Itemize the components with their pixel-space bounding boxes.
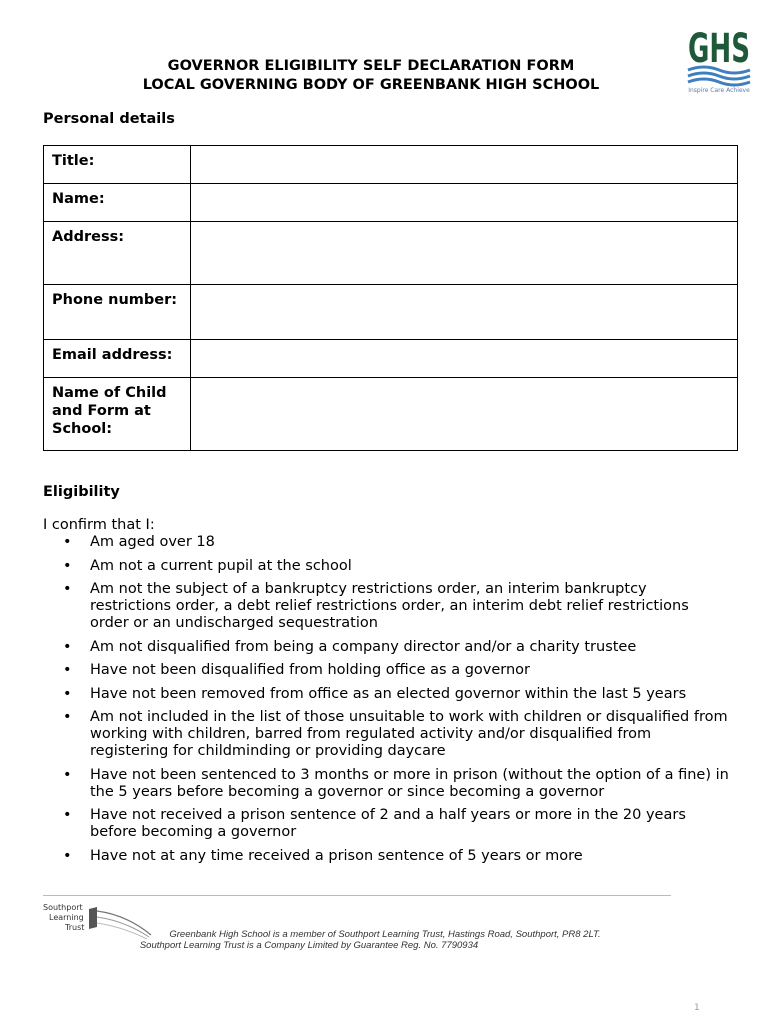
footer-line-2: Southport Learning Trust is a Company Limited by Guarantee Reg. No. 7790934 xyxy=(139,940,479,951)
personal-details-table xyxy=(43,145,738,451)
table-row xyxy=(44,184,738,222)
list-item-text: Have not been disqualified from holding office as a governor xyxy=(90,662,531,678)
address-field[interactable] xyxy=(191,222,738,285)
table-row xyxy=(44,222,738,285)
list-item xyxy=(60,767,730,801)
form-title: GOVERNOR ELIGIBILITY SELF DECLARATION FORM xyxy=(167,58,575,74)
table-row xyxy=(44,146,738,184)
bullet-icon: • xyxy=(63,581,72,597)
logo-text: GHS xyxy=(688,26,750,72)
table-row xyxy=(44,285,738,340)
list-item-text: Am aged over 18 xyxy=(90,534,215,550)
table-row xyxy=(44,378,738,451)
email-label: Email address: xyxy=(44,340,191,378)
bullet-icon: • xyxy=(63,534,72,550)
list-item-text: Am not the subject of a bankruptcy restrictions order, an interim bankruptcy restrictions order, a debt relief restrictions order, an interim debt relief restrictions order or an undischarged sequestration xyxy=(90,581,689,631)
list-item xyxy=(60,807,730,841)
bullet-icon: • xyxy=(63,807,72,823)
eligibility-intro: I confirm that I: xyxy=(43,517,155,533)
footer-line-1: Greenbank High School is a member of Southport Learning Trust, Hastings Road, Southport, PR8 2LT. xyxy=(169,929,601,940)
trust-logo-text: Southport Learning Trust xyxy=(43,903,85,932)
list-item xyxy=(60,534,730,551)
bullet-icon: • xyxy=(63,709,72,725)
name-field[interactable] xyxy=(191,184,738,222)
bullet-icon: • xyxy=(63,662,72,678)
bullet-icon: • xyxy=(63,685,72,702)
bullet-icon: • xyxy=(63,557,72,574)
eligibility-heading: Eligibility xyxy=(43,484,120,500)
title-label: Title: xyxy=(44,146,191,184)
table-row xyxy=(44,340,738,378)
list-item xyxy=(60,709,730,760)
form-subtitle: LOCAL GOVERNING BODY OF GREENBANK HIGH SCHOOL xyxy=(142,77,600,93)
child-form-label: Name of Child and Form at School: xyxy=(44,378,191,451)
eligibility-list xyxy=(60,534,730,871)
phone-field[interactable] xyxy=(191,285,738,340)
list-item-text: Have not been removed from office as an elected governor within the last 5 years xyxy=(90,685,687,702)
page-number: 1 xyxy=(694,1003,700,1013)
personal-details-heading: Personal details xyxy=(43,111,175,127)
list-item-text: Have not received a prison sentence of 2 and a half years or more in the 20 years before becoming a governor xyxy=(90,807,686,840)
phone-label: Phone number: xyxy=(44,285,191,340)
list-item-text: Am not included in the list of those unsuitable to work with children or disqualified from working with children, barred from regulated activity and/or disqualified from registering for childminding or providing daycare xyxy=(90,709,728,759)
title-field[interactable] xyxy=(191,146,738,184)
list-item xyxy=(60,581,730,632)
email-field[interactable] xyxy=(191,340,738,378)
list-item-text: Have not been sentenced to 3 months or more in prison (without the option of a fine) in the 5 years before becoming a governor or since becoming a governor xyxy=(90,766,729,800)
list-item xyxy=(60,558,730,575)
bullet-icon: • xyxy=(63,847,72,864)
bullet-icon: • xyxy=(63,766,72,783)
list-item xyxy=(60,848,730,865)
list-item xyxy=(60,686,730,703)
child-form-field[interactable] xyxy=(191,378,738,451)
footer-divider xyxy=(43,895,671,896)
list-item xyxy=(60,639,730,656)
name-label: Name: xyxy=(44,184,191,222)
list-item-text: Am not disqualified from being a company director and/or a charity trustee xyxy=(90,638,637,655)
bullet-icon: • xyxy=(63,638,72,655)
logo-tagline: Inspire Care Achieve xyxy=(688,87,750,94)
list-item-text: Am not a current pupil at the school xyxy=(90,557,352,574)
list-item xyxy=(60,662,730,679)
list-item-text: Have not at any time received a prison sentence of 5 years or more xyxy=(90,847,583,864)
address-label: Address: xyxy=(44,222,191,285)
